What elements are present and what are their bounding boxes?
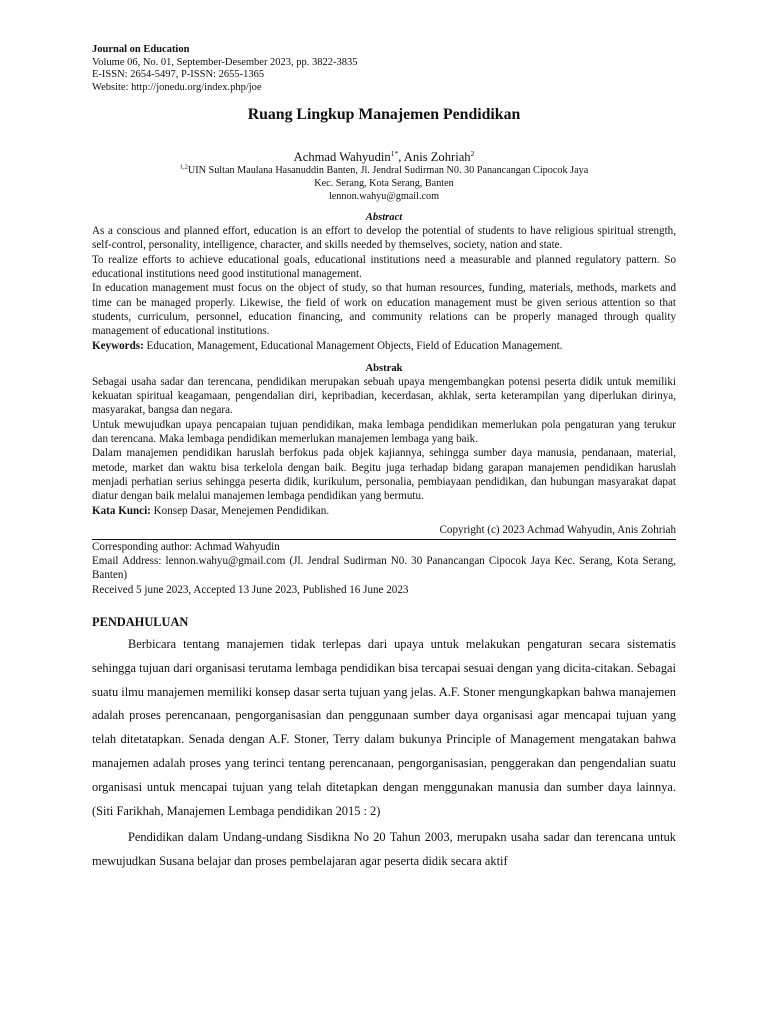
- paper-title: Ruang Lingkup Manajemen Pendidikan: [247, 106, 521, 124]
- abstract-paragraph: In education management must focus on the object of study, so that human resources, funding, materials, methods, markets and time can be managed properly. Likewise, the field of work on education management must be given serious attention so that students, curriculum, personnel, education financing, and community relations can be properly managed through quality management of educational institutions.: [92, 282, 676, 338]
- kata-kunci: [92, 504, 676, 518]
- affiliation-line-1: [92, 165, 676, 178]
- copyright-notice: Copyright (c) 2023 Achmad Wahyudin, Anis Zohriah: [439, 523, 676, 536]
- kata-kunci-label: Kata Kunci:: [92, 504, 151, 517]
- author-2-affiliation-mark: 2: [470, 149, 475, 159]
- abstrak-paragraph: Sebagai usaha sadar dan terencana, pendidikan merupakan sebuah upaya mengembangkan potensi peserta didik untuk memiliki kekuatan spiritual keagamaan, pengendalian diri, kepribadian, kecerdasan, akhlak, serta keterampilan yang diperlukan dirinya, masyarakat, bangsa dan negara.: [92, 375, 676, 417]
- corresponding-email: Email Address: lennon.wahyu@gmail.com (Jl. Jendral Sudirman N0. 30 Panancangan Cipocok Jaya Kec. Serang, Kota Serang, Banten): [92, 555, 676, 582]
- journal-header: [92, 44, 676, 94]
- body-paragraph: Berbicara tentang manajemen tidak terlepas dari upaya untuk melakukan pengaturan secara sistematis sehingga tujuan dari organisasi terutama lembaga pendidikan bisa tercapai sesuai dengan yang dicita-citakan. Sebagai suatu ilmu manajemen memiliki konsep dasar serta tujuan yang jelas. A.F. Stoner mengungkapkan bahwa manajemen adalah proses perencanaan, pengorganisasian dan penggunaan sumber daya organisasi agar mencapai tujuan yang telah ditetatapkan. Senada dengan A.F. Stoner, Terry dalam bukunya Principle of Management mengatakan bahwa manajemen adalah proses yang terinci tentang perencanaan, pengorganisasian, penggerakan dan pengendalian suatu organisasi untuk mencapai tujuan yang telah ditetapkan dengan menggunakan manusia dan sumber daya lainnya. (Siti Farikhah, Manajemen Lembaga pendidikan 2015 : 2): [92, 636, 676, 818]
- author-1: Achmad Wahyudin: [293, 150, 391, 165]
- section-heading: PENDAHULUAN: [92, 614, 189, 629]
- keywords-text: Education, Management, Educational Management Objects, Field of Education Management.: [143, 339, 563, 352]
- author-email: lennon.wahyu@gmail.com: [328, 190, 440, 202]
- corresponding-author: Corresponding author: Achmad Wahyudin: [92, 540, 280, 553]
- kata-kunci-text: Konsep Dasar, Menejemen Pendidikan.: [150, 504, 330, 517]
- author-1-affiliation-mark: 1*: [390, 149, 399, 159]
- affiliation: [92, 165, 676, 203]
- affiliation-mark: 1,2: [179, 163, 188, 171]
- author-separator: ,: [398, 150, 404, 165]
- keywords: [92, 339, 676, 353]
- abstract-paragraph: As a conscious and planned effort, education is an effort to develop the potential of students to have religious spiritual strength, self-control, personality, intelligence, character, and skills needed by themselves, society, nation and state.: [92, 225, 676, 252]
- affiliation-line-2: Kec. Serang, Kota Serang, Banten: [314, 177, 454, 189]
- author-2: Anis Zohriah: [403, 150, 471, 165]
- abstrak-paragraph: Dalam manajemen pendidikan haruslah berfokus pada objek kajiannya, sehingga sumber daya manusia, pendanaan, material, metode, market dan waktu bisa terkelola dengan baik. Begitu juga terhadap bidang garapan manajemen pendidikan haruslah menjadi perhatian serius sehingga peserta didik, kurikulum, personalia, pembiayaan pendidikan, dan hubungan masyarakat dapat diatur dengan baik melalui manajemen lembaga pendidikan yang bermutu.: [92, 447, 676, 503]
- abstract-paragraph: To realize efforts to achieve educational goals, educational institutions need a measurable and planned regulatory pattern. So educational institutions need good institutional management.: [92, 253, 676, 281]
- abstract-heading: Abstract: [365, 212, 403, 224]
- journal-issn: E-ISSN: 2654-5497, P-ISSN: 2655-1365: [92, 69, 265, 81]
- keywords-label: Keywords:: [92, 339, 144, 352]
- abstrak-paragraph: Untuk mewujudkan upaya pencapaian tujuan pendidikan, maka lembaga pendidikan memerlukan pola pengaturan yang terukur dan terencana. Maka lembaga pendidikan memerlukan manajemen lembaga yang baik.: [92, 418, 676, 446]
- publication-dates: Received 5 june 2023, Accepted 13 June 2023, Published 16 June 2023: [92, 583, 409, 596]
- abstrak-heading: Abstrak: [365, 362, 403, 374]
- body-paragraph: Pendidikan dalam Undang-undang Sisdikna No 20 Tahun 2003, merupakn usaha sadar dan terencana untuk mewujudkan Susana belajar dan proses pembelajaran agar peserta didik secara aktif: [92, 830, 676, 869]
- affiliation-institution: UIN Sultan Maulana Hasanuddin Banten, Jl. Jendral Sudirman N0. 30 Panancangan Cipocok Jaya: [187, 165, 589, 177]
- journal-name: Journal on Education: [92, 44, 190, 55]
- journal-website: Website: http://jonedu.org/index.php/joe: [92, 81, 262, 93]
- journal-volume: Volume 06, No. 01, September-Desember 2023, pp. 3822-3835: [92, 56, 358, 68]
